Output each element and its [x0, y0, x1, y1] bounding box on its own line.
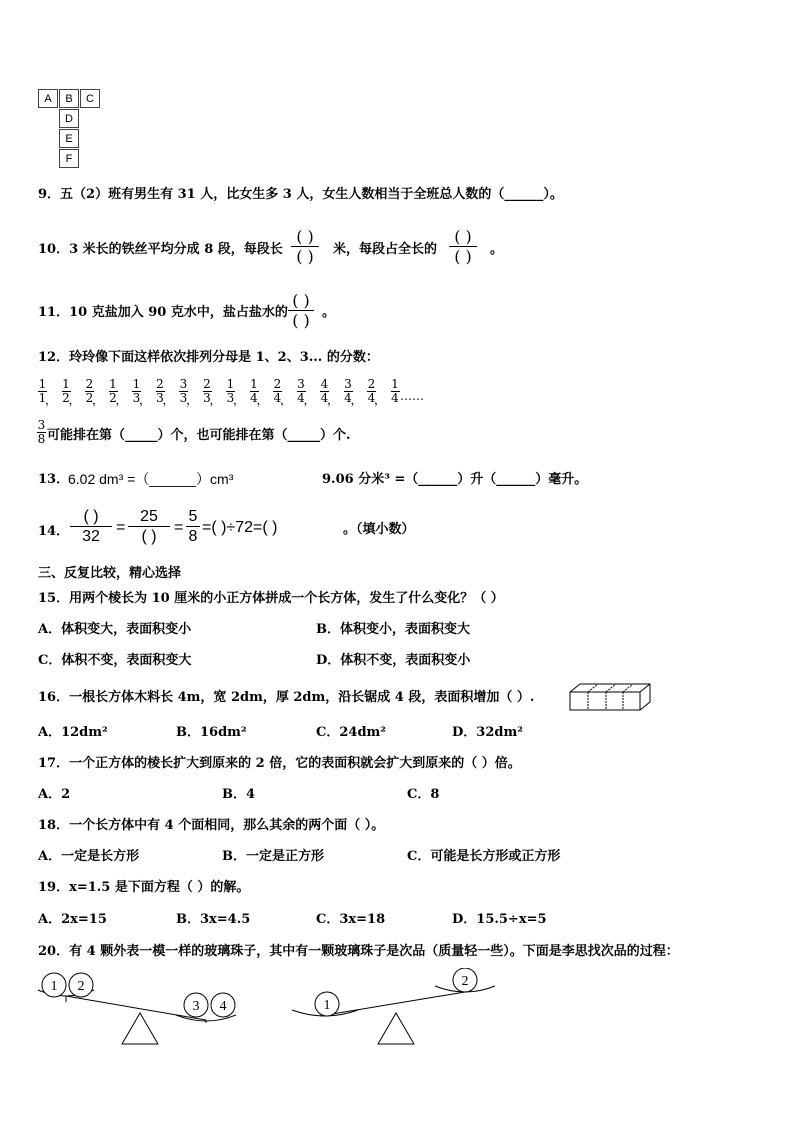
separator: ，	[45, 393, 58, 407]
question-16: 16．一根长方体木料长 4m，宽 2dm，厚 2dm，沿长锯成 4 段，表面积增加（ ）.	[38, 690, 535, 705]
q16-option-b[interactable]: B．16dm²	[176, 725, 247, 740]
numerator: 2	[203, 377, 211, 391]
question-10-blank-fraction-2	[449, 228, 477, 265]
q19-option-d[interactable]: D．15.5÷x=5	[452, 912, 547, 927]
equals-sign: =	[174, 519, 184, 536]
equals-sign: =	[116, 519, 126, 536]
denominator: 4	[320, 391, 329, 405]
blank-numerator: ( )	[296, 227, 314, 246]
q15-option-a[interactable]: A．体积变大，表面积变小	[38, 622, 192, 637]
ball-label: 1	[50, 979, 58, 994]
numerator: 1	[391, 377, 399, 391]
numerator: 25	[140, 508, 158, 525]
numerator: 1	[226, 377, 235, 391]
numerator: 4	[320, 377, 329, 391]
numerator: 2	[273, 377, 282, 391]
denominator: 8	[37, 432, 46, 446]
question-10-text-c: 。	[490, 242, 504, 257]
q15-option-b[interactable]: B．体积变小，表面积变大	[316, 622, 470, 637]
question-13-number: 13．	[38, 472, 70, 487]
separator: ，	[162, 393, 175, 407]
denominator: 2	[62, 391, 70, 405]
ball-1	[42, 973, 66, 997]
q17-option-b[interactable]: B．4	[222, 787, 256, 802]
ball-4	[211, 993, 235, 1017]
q15-option-d[interactable]: D．体积不变，表面积变小	[316, 653, 471, 668]
fraction-3-8	[37, 420, 46, 445]
q16-option-a[interactable]: A．12dm²	[38, 725, 108, 740]
question-10-text-b: 米，每段占全长的	[333, 242, 438, 257]
question-14-fraction-1	[70, 508, 112, 545]
ball-label: 4	[219, 999, 227, 1014]
section-3-title: 三、反复比较，精心选择	[38, 566, 182, 581]
blank-numerator: ( )	[454, 227, 472, 246]
question-13-part-a: 6.02 dm³ =（______）cm³	[68, 471, 234, 487]
question-14-fraction-2	[128, 508, 170, 545]
q18-option-a[interactable]: A．一定是长方形	[38, 849, 140, 864]
ball-1	[315, 992, 339, 1016]
ellipsis: ……	[400, 389, 424, 403]
question-12-text: 12．玲玲像下面这样依次排列分母是 1、2、3... 的分数：	[38, 350, 379, 365]
numerator: 3	[37, 418, 46, 432]
denominator: 3	[179, 391, 188, 405]
denominator: 4	[250, 391, 258, 405]
denominator: 4	[391, 391, 399, 405]
blank-denominator: ( )	[454, 247, 472, 266]
blank-numerator: ( )	[292, 291, 310, 310]
balance-scale-2	[290, 968, 505, 1048]
separator: ，	[374, 393, 387, 407]
net-cell-a: A	[38, 89, 58, 108]
q18-option-b[interactable]: B．一定是正方形	[222, 849, 324, 864]
numerator: 1	[132, 377, 141, 391]
ball-label: 1	[323, 998, 331, 1013]
numerator: 3	[179, 377, 188, 391]
numerator: ( )	[83, 508, 99, 525]
numerator: 5	[188, 508, 198, 525]
q19-option-b[interactable]: B．3x=4.5	[176, 912, 251, 927]
separator: ，	[280, 393, 293, 407]
q16-option-d[interactable]: D．32dm²	[452, 725, 523, 740]
balance-scale-1	[36, 968, 246, 1048]
q15-option-c[interactable]: C．体积不变，表面积变大	[38, 653, 192, 668]
numerator: 3	[297, 377, 305, 391]
ball-label: 3	[192, 999, 200, 1014]
question-14-rest: =( )÷72=( )	[202, 519, 278, 536]
numerator: 1	[38, 377, 47, 391]
question-19: 19．x=1.5 是下面方程（ ）的解。	[38, 880, 250, 895]
denominator: 2	[85, 391, 94, 405]
q17-option-c[interactable]: C．8	[407, 787, 440, 802]
blank-denominator: ( )	[292, 311, 310, 330]
question-18: 18．一个长方体中有 4 个面相同，那么其余的两个面（ ）。	[38, 818, 385, 833]
denominator: 3	[132, 391, 141, 405]
question-13-part-b: 9.06 分米³ =（______）升（______）毫升。	[322, 472, 588, 487]
cube-net	[38, 89, 102, 171]
separator: ，	[209, 393, 222, 407]
separator: ，	[92, 393, 105, 407]
blank-denominator: ( )	[296, 247, 314, 266]
q19-option-a[interactable]: A．2x=15	[38, 912, 107, 927]
separator: ，	[139, 393, 152, 407]
separator: ，	[350, 393, 363, 407]
question-14-tail: 。（填小数）	[343, 522, 415, 537]
denominator: 32	[82, 528, 100, 545]
numerator: 2	[367, 377, 376, 391]
question-11-text-a: 11．10 克盐加入 90 克水中，盐占盐水的	[38, 305, 288, 320]
question-20: 20．有 4 颗外表一模一样的玻璃珠子，其中有一颗玻璃珠子是次品（质量轻一些）。下面是李思找次品的过程：	[38, 944, 679, 959]
denominator: 8	[188, 528, 198, 545]
question-9: 9．五（2）班有男生有 31 人，比女生多 3 人，女生人数相当于全班总人数的（______）。	[38, 187, 563, 202]
q19-option-c[interactable]: C．3x=18	[316, 912, 386, 927]
denominator: 4	[297, 391, 305, 405]
question-11-text-b: 。	[322, 305, 336, 320]
fraction-sequence	[38, 377, 424, 411]
ball-label: 2	[77, 979, 85, 994]
separator: ，	[115, 393, 128, 407]
question-14-number: 14．	[38, 524, 70, 539]
net-cell-e: E	[59, 129, 79, 148]
sequence-fraction	[391, 379, 400, 404]
separator: ，	[256, 393, 269, 407]
numerator: 3	[344, 377, 352, 391]
question-14-fraction-3	[186, 508, 200, 545]
question-15: 15．用两个棱长为 10 厘米的小正方体拼成一个长方体，发生了什么变化？（ ）	[38, 591, 504, 606]
denominator: ( )	[141, 528, 157, 545]
wood-block-figure	[568, 682, 652, 712]
separator: ，	[186, 393, 199, 407]
question-12-blanks: 可能排在第（_____）个，也可能排在第（_____）个.	[47, 428, 351, 443]
separator: ，	[327, 393, 340, 407]
denominator: 3	[226, 391, 235, 405]
ball-2	[69, 973, 93, 997]
numerator: 1	[250, 377, 258, 391]
denominator: 4	[344, 391, 352, 405]
net-cell-d: D	[59, 109, 79, 128]
separator: ，	[303, 393, 316, 407]
net-cell-b: B	[59, 89, 79, 108]
question-10-text-a: 10．3 米长的铁丝平均分成 8 段，每段长	[38, 242, 283, 257]
separator: ，	[233, 393, 246, 407]
denominator: 3	[203, 391, 211, 405]
question-17: 17．一个正方体的棱长扩大到原来的 2 倍，它的表面积就会扩大到原来的（ ）倍。	[38, 756, 521, 771]
numerator: 1	[62, 377, 70, 391]
numerator: 2	[156, 377, 164, 391]
numerator: 2	[85, 377, 94, 391]
ball-label: 2	[461, 974, 469, 989]
net-cell-c: C	[80, 89, 100, 108]
numerator: 1	[109, 377, 117, 391]
denominator: 3	[156, 391, 164, 405]
net-cell-f: F	[59, 149, 79, 168]
denominator: 1	[38, 391, 47, 405]
ball-3	[184, 993, 208, 1017]
q16-option-c[interactable]: C．24dm²	[316, 725, 386, 740]
ball-2	[453, 968, 477, 992]
denominator: 4	[367, 391, 376, 405]
q18-option-c[interactable]: C．可能是长方形或正方形	[407, 849, 561, 864]
denominator: 2	[109, 391, 117, 405]
denominator: 4	[273, 391, 282, 405]
question-11-blank-fraction	[288, 292, 314, 329]
q17-option-a[interactable]: A．2	[38, 787, 71, 802]
separator: ，	[68, 393, 81, 407]
question-10-blank-fraction-1	[291, 228, 319, 265]
